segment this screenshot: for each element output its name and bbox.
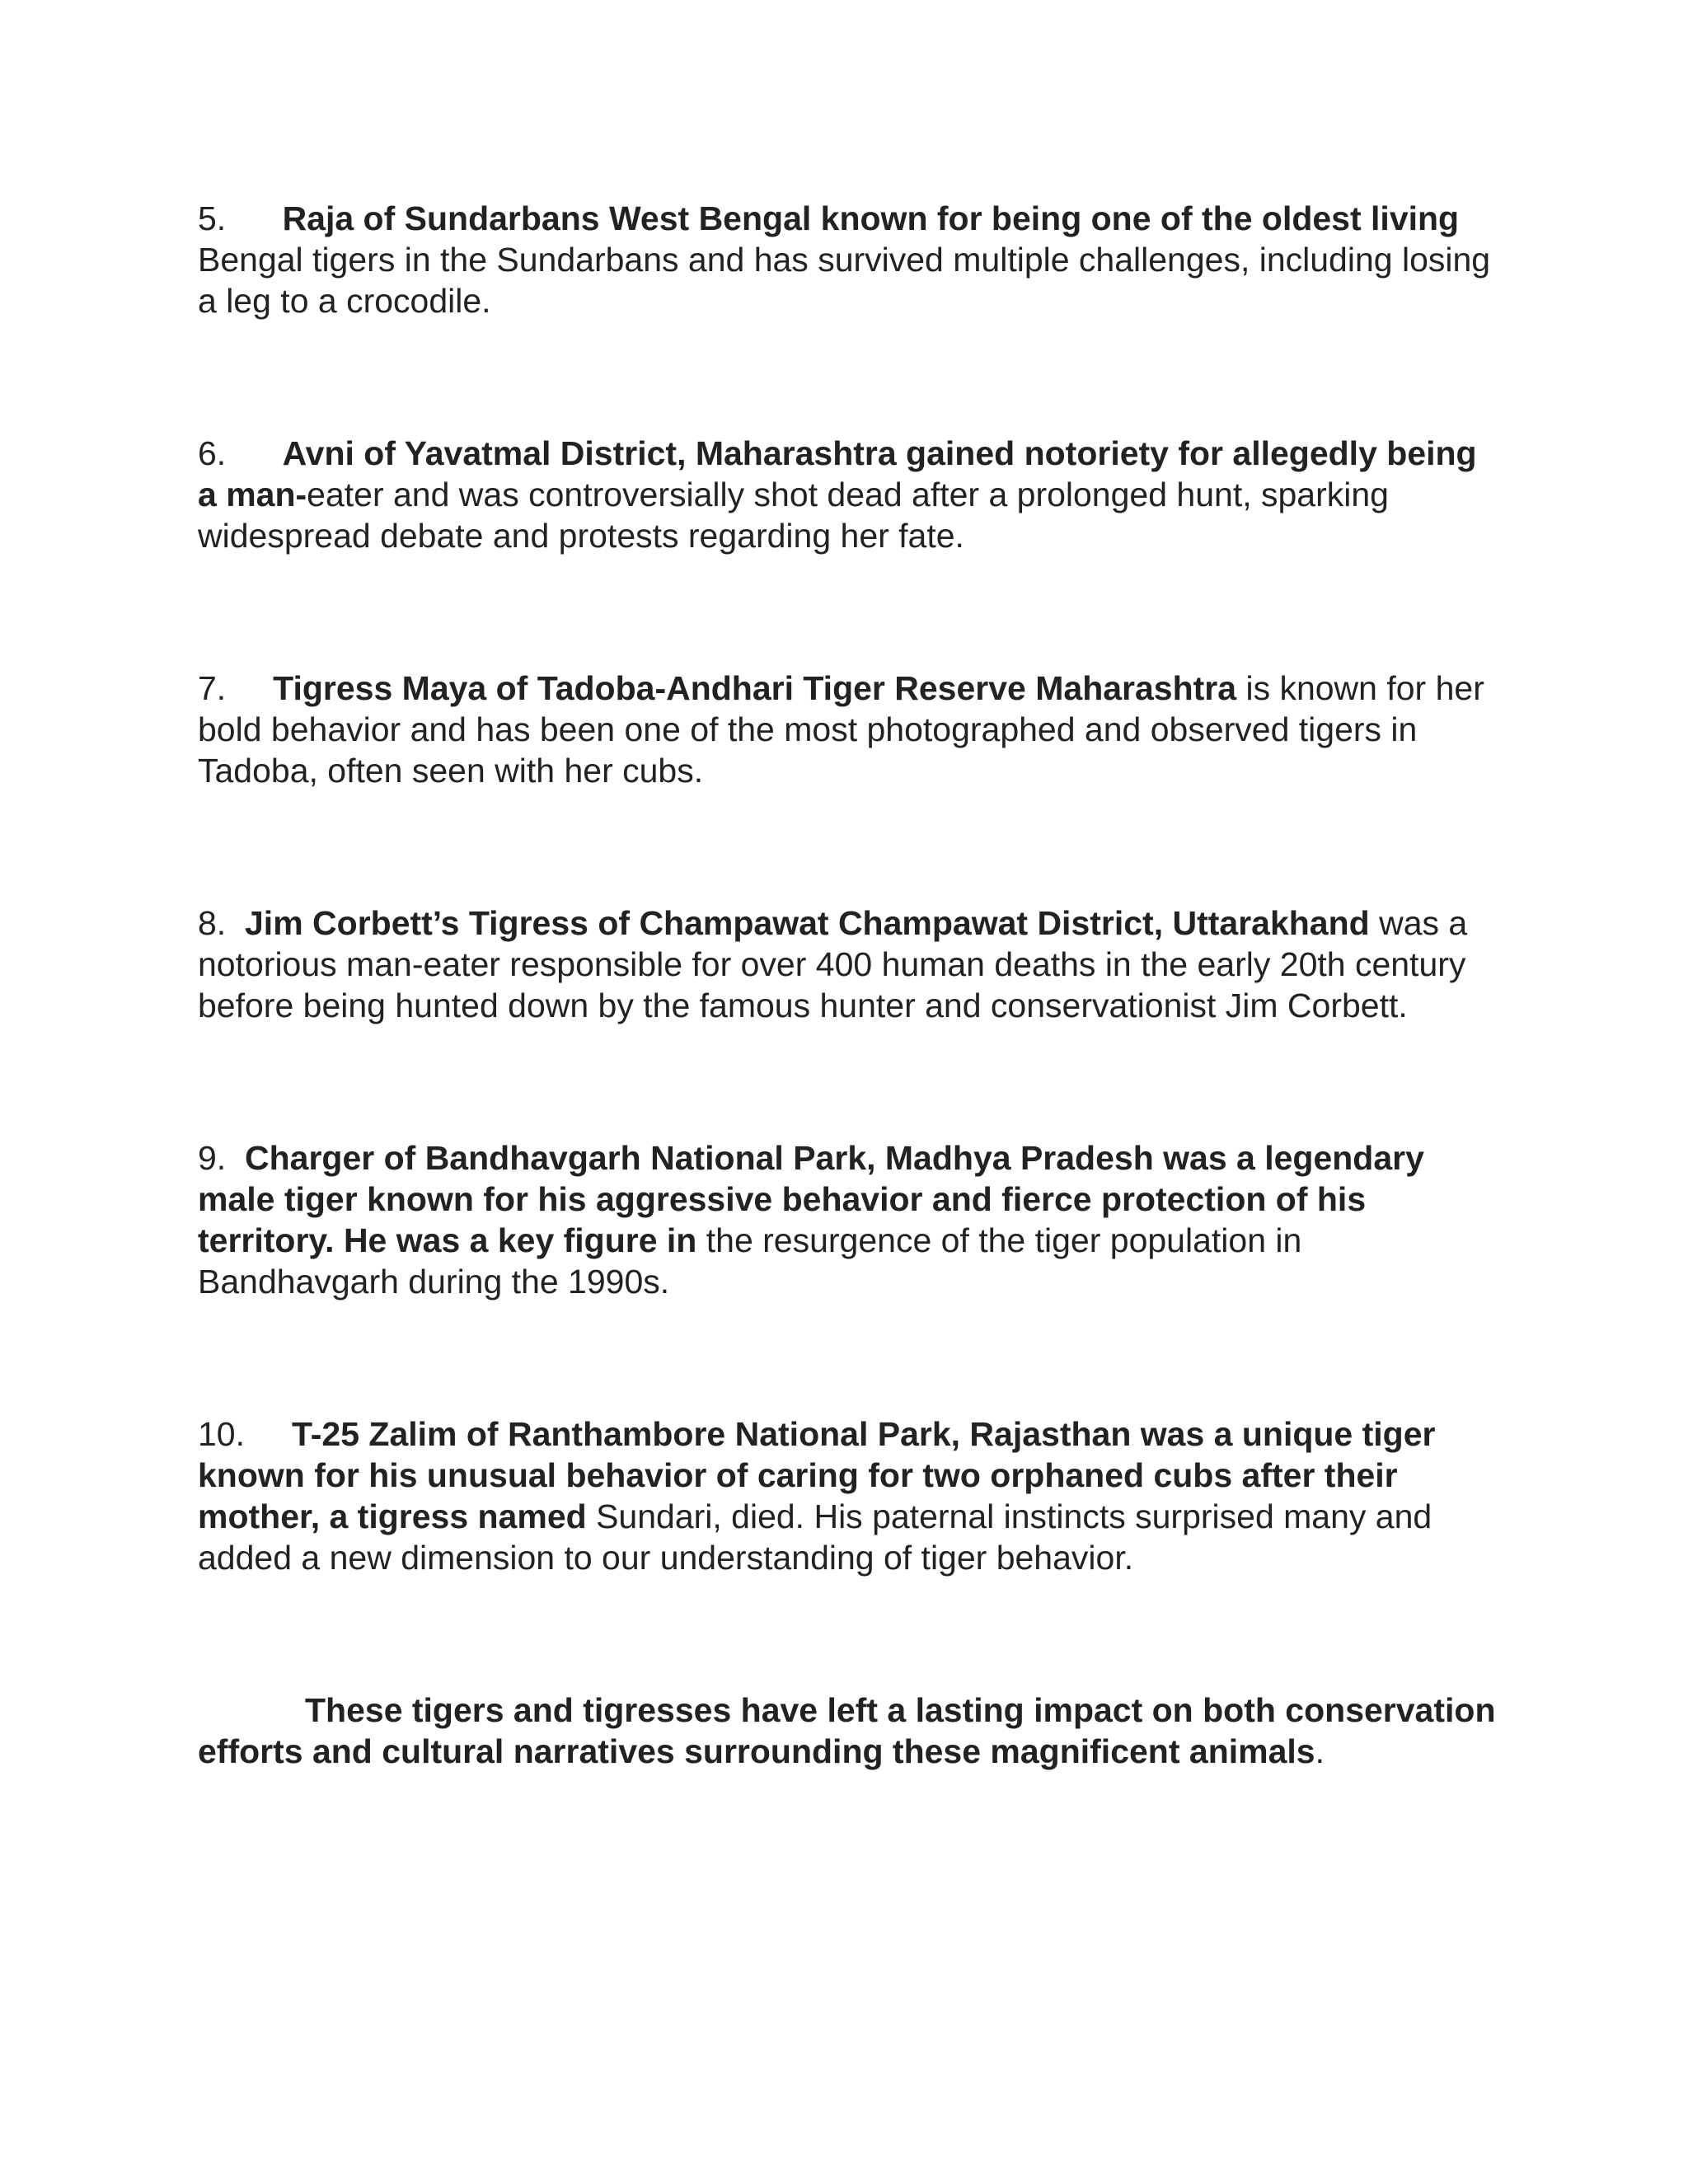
item-bold-text: Charger of Bandhavgarh National Park, Madhya Pradesh was a legendary male tiger known for his aggressive behavior and fierce protection of his territory. He was a key figure in [198,1139,1424,1259]
item-bold-text: Avni of Yavatmal District, Maharashtra gained notoriety for allegedly being a man- [198,434,1477,513]
item-text: Bengal tigers in the Sundarbans and has survived multiple challenges, including losing a leg to a crocodile. [198,241,1491,320]
list-item-8 [198,902,1500,1026]
item-number: 5. [198,199,227,237]
list-item-9 [198,1137,1500,1302]
item-number: 8. [198,904,227,942]
item-text: is known for her bold behavior and has been one of the most photographed and observed tigers in Tadoba, often seen with her cubs. [198,669,1484,790]
closing-text: . [1315,1732,1325,1770]
item-bold-text: T-25 Zalim of Ranthambore National Park, Rajasthan was a unique tiger known for his unusual behavior of caring for two orphaned cubs after their mother, a tigress named [198,1415,1436,1535]
list-item-10 [198,1413,1500,1578]
item-bold-text: Tigress Maya of Tadoba-Andhari Tiger Reserve Maharashtra [273,669,1237,707]
item-bold-text: Raja of Sundarbans West Bengal known for being one of the oldest living [282,199,1460,237]
item-text: was a notorious man-eater responsible for over 400 human deaths in the early 20th century before being hunted down by the famous hunter and conservationist Jim Corbett. [198,904,1468,1024]
document-body [198,198,1500,1772]
item-number: 9. [198,1139,227,1177]
list-item-7 [198,668,1500,791]
item-text: the resurgence of the tiger population in Bandhavgarh during the 1990s. [198,1221,1302,1301]
closing-paragraph [198,1690,1500,1772]
item-number: 6. [198,434,227,472]
item-number: 10. [198,1415,245,1453]
list-item-6 [198,433,1500,556]
item-text: Sundari, died. His paternal instincts surprised many and added a new dimension to our understanding of tiger behavior. [198,1497,1432,1577]
item-number: 7. [198,669,227,707]
list-item-5 [198,198,1500,321]
item-text: eater and was controversially shot dead after a prolonged hunt, sparking widespread debate and protests regarding her fate. [198,476,1389,555]
item-bold-text: Jim Corbett’s Tigress of Champawat Champawat District, Uttarakhand [245,904,1370,942]
closing-bold-text: These tigers and tigresses have left a lasting impact on both conservation efforts and cultural narratives surrounding these magnificent animals [198,1691,1496,1770]
